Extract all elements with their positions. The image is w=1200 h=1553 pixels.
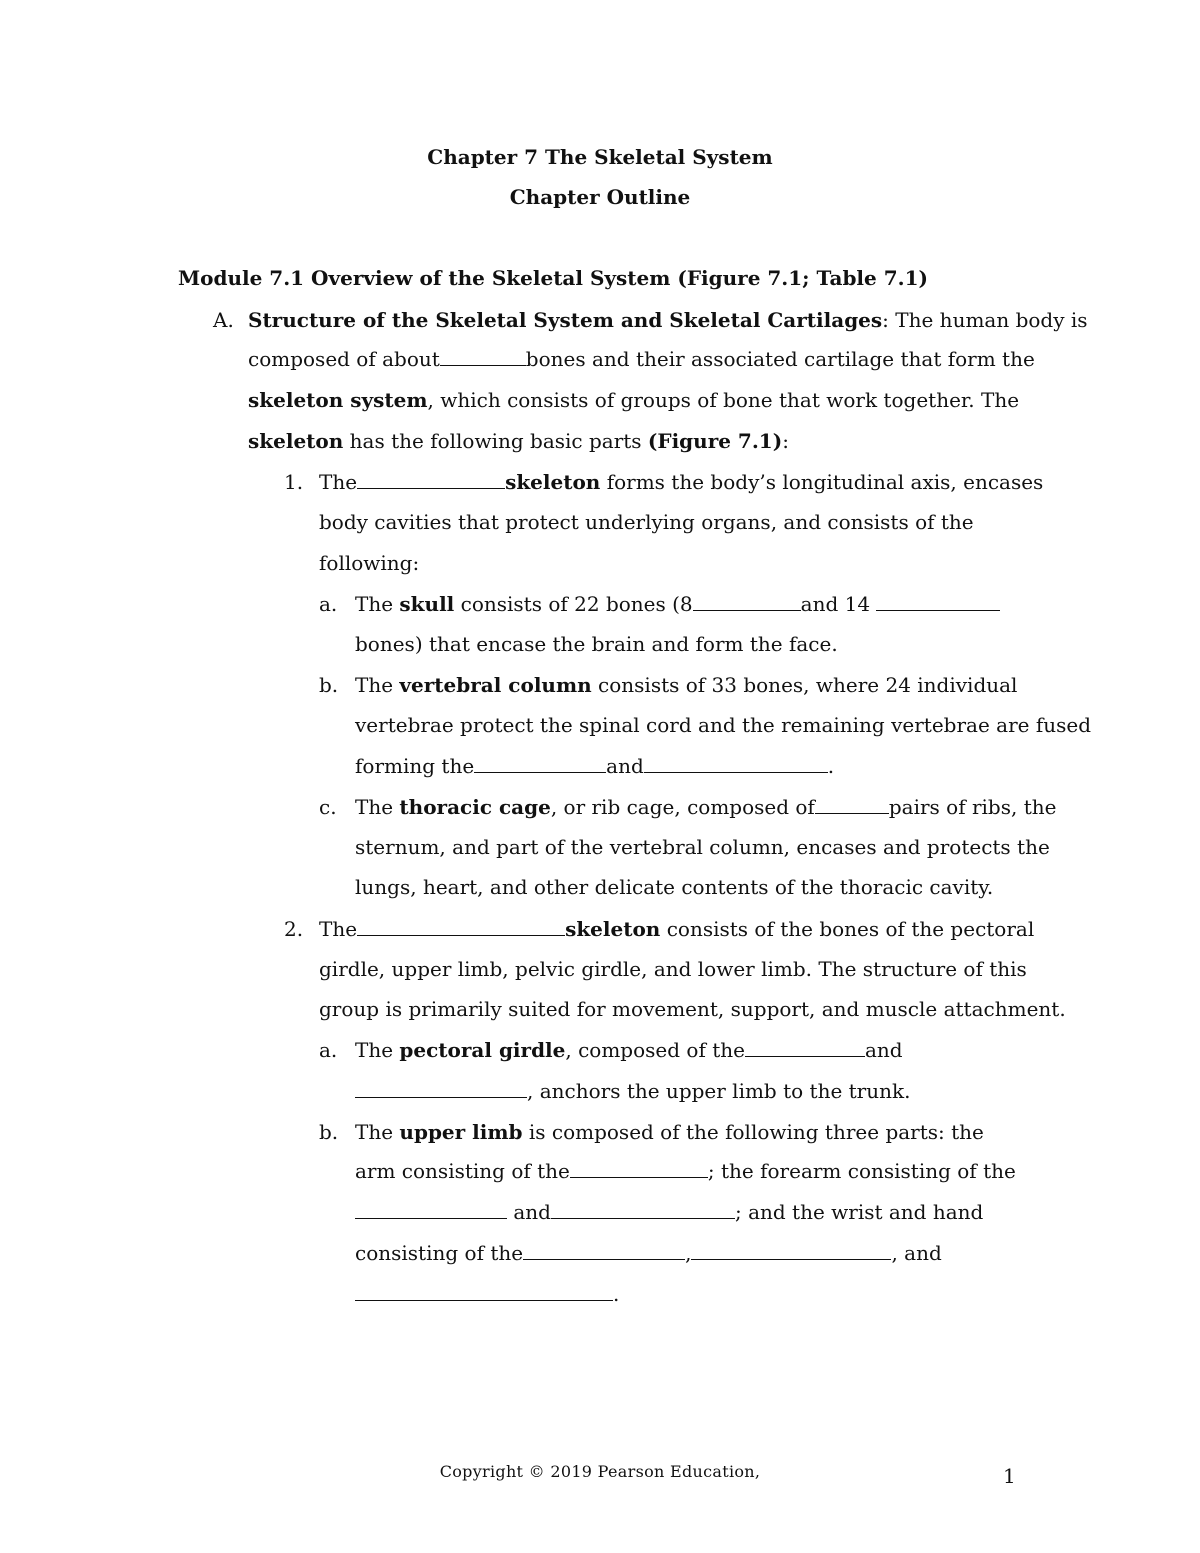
text: consists of 22 bones (8: [454, 592, 693, 616]
item-2a-line-2: [355, 1079, 910, 1103]
text: The: [355, 1120, 400, 1144]
item-1b-line-2: vertebrae protect the spinal cord and the remaining vertebrae are fused: [355, 713, 1092, 737]
section-a-line-3: [248, 388, 1019, 412]
item-1c-marker: c.: [319, 795, 337, 819]
item-2a-line-1: [355, 1038, 903, 1062]
text: , which consists of groups of bone that work together. The: [427, 388, 1020, 412]
fill-blank[interactable]: [523, 1241, 685, 1260]
item-1c-line-3: lungs, heart, and other delicate contents of the thoracic cavity.: [355, 875, 994, 899]
text: , and: [891, 1241, 942, 1265]
term-skeleton-system: skeleton system: [248, 388, 428, 412]
term-upper-limb: upper limb: [399, 1120, 523, 1144]
text: :: [782, 429, 789, 453]
fill-blank[interactable]: [691, 1241, 891, 1260]
text: pairs of ribs, the: [888, 795, 1057, 819]
text: , anchors the upper limb to the trunk.: [527, 1079, 911, 1103]
term-thoracic-cage: thoracic cage: [399, 795, 551, 819]
item-2b-line-3: [355, 1200, 983, 1224]
text: arm consisting of the: [355, 1159, 570, 1183]
item-2b-line-5: [355, 1282, 619, 1306]
text: The: [319, 917, 358, 941]
fill-blank[interactable]: [355, 1282, 613, 1301]
chapter-subtitle: Chapter Outline: [509, 185, 691, 209]
fill-blank[interactable]: [815, 795, 889, 814]
section-a-line-4: [248, 429, 789, 453]
item-2-line-3: group is primarily suited for movement, support, and muscle attachment.: [319, 997, 1066, 1021]
item-1a-line-2: bones) that encase the brain and form the face.: [355, 632, 838, 656]
fill-blank[interactable]: [570, 1159, 708, 1178]
text: forms the body’s longitudinal axis, encases: [600, 470, 1044, 494]
item-1b-line-3: [355, 754, 834, 778]
term-skeleton: skeleton: [248, 429, 344, 453]
fill-blank[interactable]: [745, 1038, 865, 1057]
module-heading: Module 7.1 Overview of the Skeletal System (Figure 7.1; Table 7.1): [178, 266, 928, 290]
figure-ref: (Figure 7.1): [647, 429, 783, 453]
item-2-line-2: girdle, upper limb, pelvic girdle, and lower limb. The structure of this: [319, 957, 1027, 981]
fill-blank[interactable]: [644, 754, 828, 773]
term-pectoral-girdle: pectoral girdle: [399, 1038, 566, 1062]
term-vertebral-column: vertebral column: [399, 673, 592, 697]
text: consists of 33 bones, where 24 individual: [591, 673, 1018, 697]
text: composed of about: [248, 347, 440, 371]
text: The: [355, 592, 400, 616]
item-2-line-1: [319, 917, 1034, 941]
page-number: 1: [1003, 1464, 1016, 1488]
item-2b-line-2: [355, 1159, 1016, 1183]
text: has the following basic parts: [343, 429, 648, 453]
item-1-marker: 1.: [284, 470, 304, 494]
item-1-line-3: following:: [319, 551, 420, 575]
text: ,: [685, 1241, 692, 1265]
text: , composed of the: [565, 1038, 745, 1062]
text: ; and the wrist and hand: [734, 1200, 984, 1224]
item-1a-marker: a.: [319, 592, 338, 616]
text: and: [507, 1200, 551, 1224]
item-1b-marker: b.: [319, 673, 339, 697]
fill-blank[interactable]: [357, 470, 505, 489]
section-a-title: Structure of the Skeletal System and Skeletal Cartilages: [248, 308, 883, 332]
term-skeleton: skeleton: [565, 917, 661, 941]
text: .: [827, 754, 835, 778]
fill-blank[interactable]: [474, 754, 606, 773]
text: consisting of the: [355, 1241, 524, 1265]
item-2b-line-4: [355, 1241, 942, 1265]
copyright-footer: Copyright © 2019 Pearson Education,: [439, 1462, 761, 1481]
text: and 14: [800, 592, 877, 616]
chapter-title: Chapter 7 The Skeletal System: [427, 145, 773, 169]
text: and: [606, 754, 644, 778]
section-a-line-1: [248, 308, 1088, 332]
text: consists of the bones of the pectoral: [660, 917, 1035, 941]
text: The: [355, 673, 400, 697]
item-1b-line-1: [355, 673, 1017, 697]
term-skull: skull: [399, 592, 455, 616]
text: , or rib cage, composed of: [550, 795, 815, 819]
item-1c-line-2: sternum, and part of the vertebral column, encases and protects the: [355, 835, 1050, 859]
fill-blank[interactable]: [551, 1200, 735, 1219]
item-1c-line-1: [355, 795, 1056, 819]
text: The: [355, 1038, 400, 1062]
item-1-line-1: [319, 470, 1043, 494]
fill-blank[interactable]: [693, 592, 801, 611]
text: and: [864, 1038, 903, 1062]
text: bones and their associated cartilage that form the: [525, 347, 1035, 371]
section-a-marker: A.: [213, 308, 234, 332]
term-skeleton: skeleton: [505, 470, 601, 494]
text: The: [319, 470, 358, 494]
item-2a-marker: a.: [319, 1038, 338, 1062]
section-a-line-2: [248, 347, 1035, 371]
fill-blank[interactable]: [440, 347, 526, 366]
fill-blank[interactable]: [355, 1079, 527, 1098]
fill-blank[interactable]: [355, 1200, 507, 1219]
fill-blank[interactable]: [357, 917, 565, 936]
text: : The human body is: [882, 308, 1088, 332]
text: forming the: [355, 754, 475, 778]
text: .: [613, 1282, 620, 1306]
item-2b-line-1: [355, 1120, 984, 1144]
text: is composed of the following three parts: the: [522, 1120, 984, 1144]
fill-blank[interactable]: [876, 592, 1000, 611]
item-2b-marker: b.: [319, 1120, 339, 1144]
item-2-marker: 2.: [284, 917, 304, 941]
text: ; the forearm consisting of the: [707, 1159, 1016, 1183]
item-1a-line-1: [355, 592, 1000, 616]
item-1-line-2: body cavities that protect underlying organs, and consists of the: [319, 510, 974, 534]
text: The: [355, 795, 400, 819]
